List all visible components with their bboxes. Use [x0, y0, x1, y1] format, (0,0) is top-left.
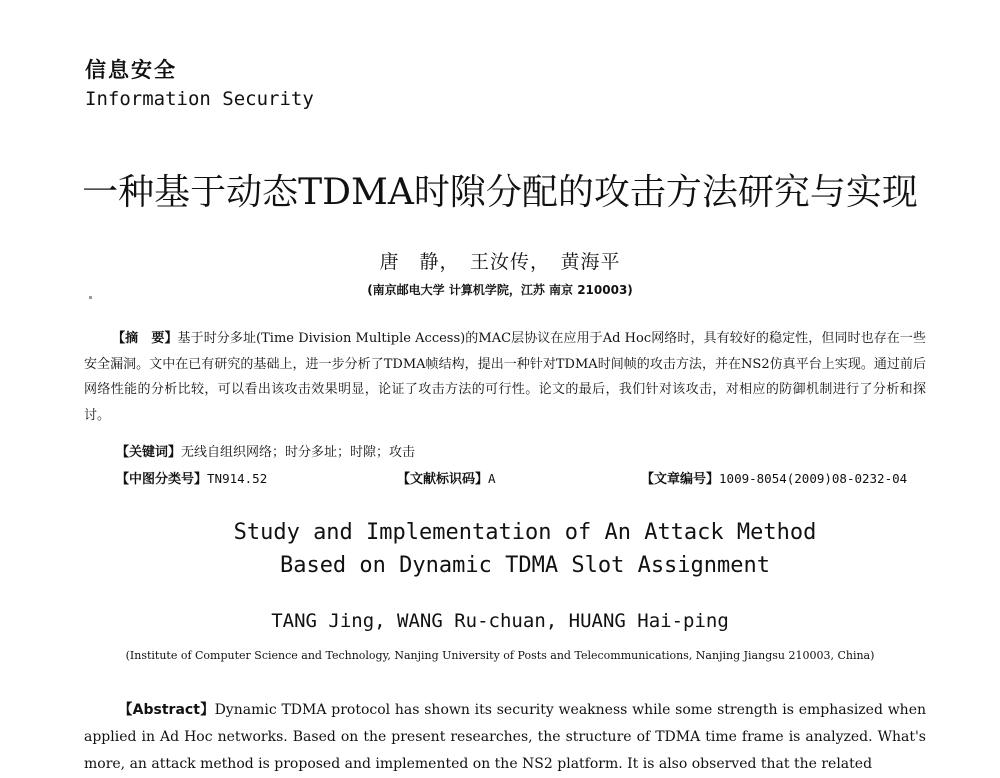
abstract-en — [84, 697, 926, 778]
abstract-cn-label: 【摘 要】 — [112, 331, 178, 346]
title-en-line2: Based on Dynamic TDMA Slot Assignment — [279, 553, 771, 578]
article-no-value: 1009-8054(2009)08-0232-04 — [719, 471, 908, 486]
clc-value: TN914.52 — [207, 471, 268, 486]
clc-number — [116, 468, 267, 487]
article-no-label: 【文章编号】 — [641, 472, 720, 487]
affiliation-cn: (南京邮电大学 计算机学院，江苏 南京 210003) — [367, 283, 633, 297]
clc-label: 【中图分类号】 — [116, 472, 208, 487]
scan-speck — [89, 296, 92, 299]
document-code — [397, 468, 496, 487]
authors-en: TANG Jing, WANG Ru-chuan, HUANG Hai-ping — [271, 610, 729, 632]
affiliation-en: (Institute of Computer Science and Technology, Nanjing University of Posts and Telecommunications, Nanjing Jiangsu 210003, China) — [125, 649, 875, 662]
title-en-line1: Study and Implementation of An Attack Method — [233, 520, 817, 545]
abstract-en-text: Dynamic TDMA protocol has shown its security weakness while some strength is emphasized when applied in Ad Hoc networks. Based on the present researches, the structure of TDMA time frame is analyzed. What's more, an attack method is proposed and implemented on the NS2 platform. It is also observed that the related — [84, 702, 927, 772]
paper-title-en — [0, 516, 1000, 582]
keywords-row — [116, 441, 415, 460]
abstract-cn — [84, 326, 926, 428]
section-label-en: Information Security — [85, 88, 314, 110]
keywords-label: 【关键词】 — [116, 445, 182, 460]
article-number — [641, 468, 907, 487]
keywords-text: 无线自组织网络；时分多址；时隙；攻击 — [181, 445, 416, 460]
section-label-cn: 信息安全 — [85, 57, 177, 82]
paper-title-cn: 一种基于动态TDMA时隙分配的攻击方法研究与实现 — [82, 172, 918, 213]
abstract-cn-text: 基于时分多址(Time Division Multiple Access)的MAC层协议在应用于Ad Hoc网络时，具有较好的稳定性，但同时也存在一些安全漏洞。文中在已有研究的基础上，进一步分析了TDMA帧结构，提出一种针对TDMA时间帧的攻击方法，并在NS2仿真平台上实现。通过前后网络性能的分析比较，可以看出该攻击效果明显，论证了攻击方法的可行性。论文的最后，我们针对该攻击，对相应的防御机制进行了分析和探讨。 — [84, 331, 926, 423]
doc-code-label: 【文献标识码】 — [397, 472, 489, 487]
abstract-en-label: 【Abstract】 — [118, 702, 215, 718]
authors-cn: 唐 静， 王汝传， 黄海平 — [379, 251, 621, 273]
doc-code-value: A — [488, 471, 496, 486]
